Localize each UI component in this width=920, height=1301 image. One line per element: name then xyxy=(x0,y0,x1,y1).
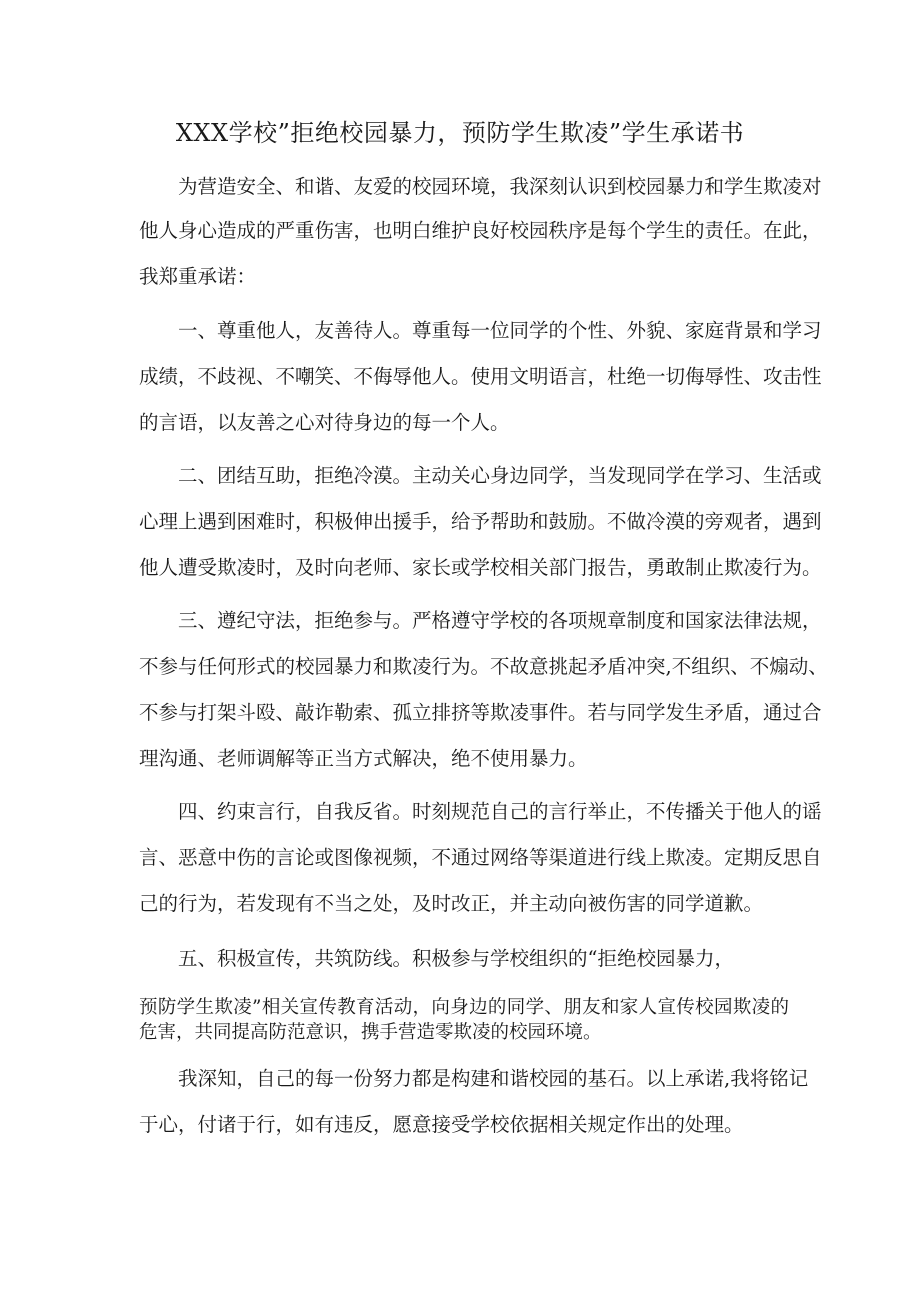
item1-line-1: 一、尊重他人，友善待人。尊重每一位同学的个性、外貌、家庭背景和学习 xyxy=(178,319,822,342)
intro-line-1: 为营造安全、和谐、友爱的校园环境，我深刻认识到校园暴力和学生欺凌对 xyxy=(178,175,822,198)
item5-line-1: 五、积极宣传，共筑防线。积极参与学校组织的“拒绝校园暴力， xyxy=(178,947,734,970)
item1-line-3: 的言语，以友善之心对待身边的每一个人。 xyxy=(139,411,510,434)
item2-line-3: 他人遭受欺凌时，及时向老师、家长或学校相关部门报告，勇敢制止欺凌行为。 xyxy=(139,556,822,579)
closing-line-2: 于心，付诸于行，如有违反，愿意接受学校依据相关规定作出的处理。 xyxy=(139,1113,744,1136)
intro-line-3: 我郑重承诺： xyxy=(139,265,257,288)
item5-line-2: 预防学生欺凌”相关宣传教育活动，向身边的同学、朋友和家人宣传校园欺凌的 xyxy=(139,997,789,1018)
item5-line-3: 危害，共同提高防范意识，携手营造零欺凌的校园环境。 xyxy=(139,1022,602,1043)
intro-line-2: 他人身心造成的严重伤害，也明白维护良好校园秩序是每个学生的责任。在此， xyxy=(139,219,822,242)
item3-line-1: 三、遵纪守法，拒绝参与。严格遵守学校的各项规章制度和国家法律法规， xyxy=(178,609,822,632)
item4-line-1: 四、约束言行，自我反省。时刻规范自己的言行举止，不传播关于他人的谣 xyxy=(178,800,822,823)
item2-line-1: 二、团结互助，拒绝冷漠。主动关心身边同学，当发现同学在学习、生活或 xyxy=(178,464,822,487)
item1-line-2: 成绩，不歧视、不嘲笑、不侮辱他人。使用文明语言，杜绝一切侮辱性、攻击性 xyxy=(139,365,822,388)
item3-line-3: 不参与打架斗殴、敲诈勒索、孤立排挤等欺凌事件。若与同学发生矛盾，通过合 xyxy=(139,701,822,724)
item3-line-2: 不参与任何形式的校园暴力和欺凌行为。不故意挑起矛盾冲突,不组织、不煽动、 xyxy=(139,655,828,678)
item4-line-2: 言、恶意中伤的言论或图像视频，不通过网络等渠道进行线上欺凌。定期反思自 xyxy=(139,846,822,869)
item2-line-2: 心理上遇到困难时，积极伸出援手，给予帮助和鼓励。不做冷漠的旁观者，遇到 xyxy=(139,510,822,533)
closing-line-1: 我深知，自己的每一份努力都是构建和谐校园的基石。以上承诺,我将铭记 xyxy=(178,1067,809,1090)
item3-line-4: 理沟通、老师调解等正当方式解决，绝不使用暴力。 xyxy=(139,747,588,770)
item4-line-3: 己的行为，若发现有不当之处，及时改正，并主动向被伤害的同学道歉。 xyxy=(139,892,764,915)
document-title: XXX学校”拒绝校园暴力，预防学生欺凌”学生承诺书 xyxy=(175,119,745,147)
